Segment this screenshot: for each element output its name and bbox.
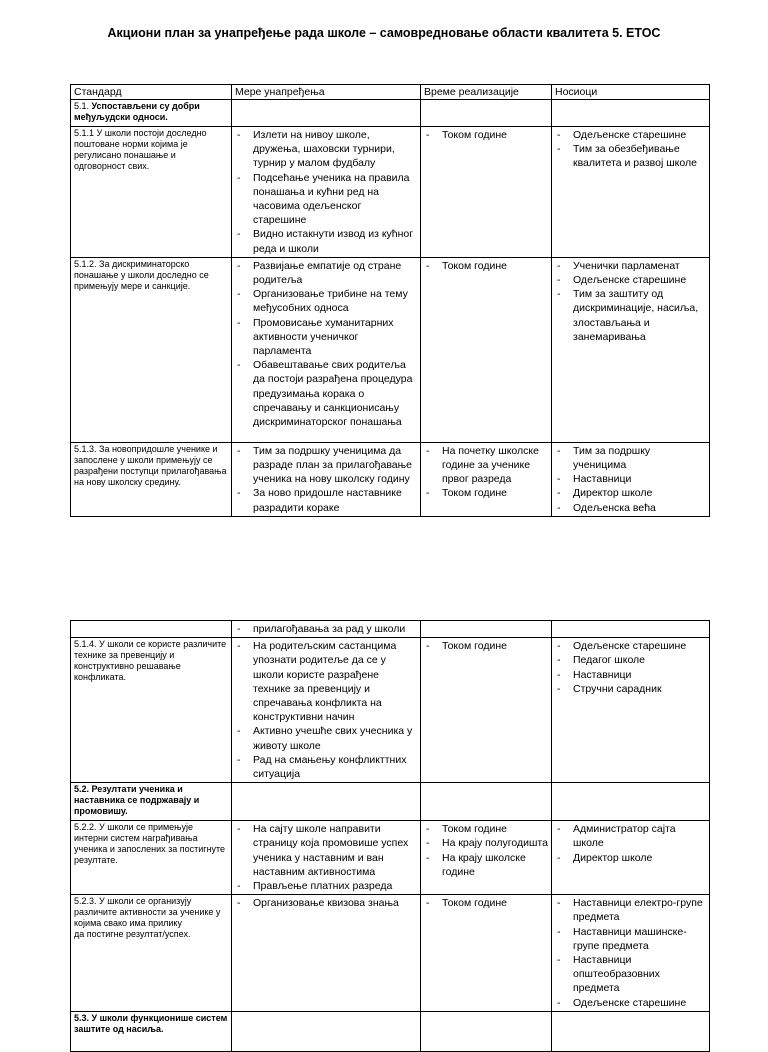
measure-item: - На родитељским састанцима упознати родитеље да се у школи користе разрађене технике за превенцију и спречавања конфликта на конструктивни начин: [235, 639, 417, 724]
carrier-item: - Тим за подршку ученицима: [555, 444, 706, 472]
time-item: - На крају школске године: [424, 851, 548, 879]
time-cell: [421, 442, 552, 516]
measures-cell: [232, 257, 421, 442]
standard-5-1-1: 5.1.1 У школи постоји доследно поштоване норми којима је регулисано понашање и одговорност свих.: [71, 127, 232, 258]
carrier-item: - Педагог школе: [555, 653, 706, 667]
action-plan-table-page-2: [70, 620, 710, 1052]
table-row: [71, 442, 710, 516]
action-plan-table-page-1: [70, 84, 710, 517]
measure-item: - Организовање трибине на тему међусобних односа: [235, 287, 417, 315]
section-5-1-title: [71, 100, 232, 127]
continuation-text: [232, 621, 421, 638]
document-title: Акциони план за унапређење рада школе – самовредновање области квалитета 5. ЕТОС: [107, 26, 661, 40]
time-item: - Током године: [424, 128, 548, 142]
carrier-item: - Ученички парламенат: [555, 259, 706, 273]
carrier-item: - Наставници машинске-групе предмета: [555, 925, 706, 953]
measure-item-continued: - прилагођавања за рад у школи: [235, 622, 417, 636]
standard-5-1-2: 5.1.2. За дискриминаторско понашање у школи доследно се примењују мере и санкције.: [71, 257, 232, 442]
measure-item: - На сајту школе направити страницу која промовише успех ученика у наставним и ван наставним активностима: [235, 822, 417, 879]
header-time: Време реализације: [421, 85, 552, 100]
measure-item: - Промовисање хуманитарних активности ученичког парламента: [235, 316, 417, 359]
header-carriers: Носиоци: [552, 85, 710, 100]
measure-item: - За ново придошле наставнике разрадити кораке: [235, 486, 417, 514]
standard-5-2-2: 5.2.2. У школи се примењује интерни систем награђивања ученика и запослених за постигнуте резултате.: [71, 821, 232, 895]
standard-5-1-3: 5.1.3. За новопридошле ученике и запослене у школи примењују се разрађени поступци прилагођавања на нову школску средину.: [71, 442, 232, 516]
carrier-item: - Тим за обезбеђивање квалитета и развој школе: [555, 142, 706, 170]
carrier-item: - Администратор сајта школе: [555, 822, 706, 850]
carrier-item: - Наставници: [555, 668, 706, 682]
time-item: - На крају полугодишта: [424, 836, 548, 850]
carrier-item: - Наставници: [555, 472, 706, 486]
carrier-item: - Директор школе: [555, 851, 706, 865]
standard-5-2-3: [71, 895, 232, 1012]
table-row: [71, 257, 710, 442]
time-cell: [421, 638, 552, 783]
time-cell: [421, 821, 552, 895]
section-row-5-2: [71, 783, 710, 821]
time-item: - Током године: [424, 259, 548, 273]
standard-5-2-3-line: 5.2.3. У школи се организују различите активности за ученике у којима свако има прилику: [74, 896, 221, 929]
header-standard: Стандард: [71, 85, 232, 100]
carriers-cell: [552, 821, 710, 895]
measures-cell: [232, 895, 421, 1012]
carrier-item: - Одељенске старешине: [555, 639, 706, 653]
section-row-5-1: [71, 100, 710, 127]
carrier-item: - Наставници електро-групе предмета: [555, 896, 706, 924]
section-5-2-title: 5.2. Резултати ученика и наставника се подржавају и промовишу.: [71, 783, 232, 821]
measures-cell: [232, 442, 421, 516]
measures-cell: [232, 638, 421, 783]
carriers-cell: [552, 638, 710, 783]
carrier-item: - Директор школе: [555, 486, 706, 500]
carriers-cell: [552, 895, 710, 1012]
measure-item: - Тим за подршку ученицима да разраде план за прилагођавање ученика на нову школску годину: [235, 444, 417, 487]
time-item: - Током године: [424, 486, 548, 500]
measure-item: - Подсећање ученика на правила понашања и кућни ред на часовима одељенског старешине: [235, 171, 417, 228]
carrier-item: - Одељенске старешине: [555, 996, 706, 1010]
carrier-item: - Одељенске старешине: [555, 128, 706, 142]
measure-item: - Излети на нивоу школе, дружења, шаховски турнири, турнир у малом фудбалу: [235, 128, 417, 171]
measure-item: - Организовање квизова знања: [235, 896, 417, 910]
section-5-3-title: 5.3. У школи функционише систем заштите од насиља.: [71, 1011, 232, 1051]
measure-item: - Прављење платних разреда: [235, 879, 417, 893]
section-5-1-prefix: 5.1.: [74, 101, 92, 111]
carrier-item: - Одељенске старешине: [555, 273, 706, 287]
table-row: [71, 821, 710, 895]
time-item: - Током године: [424, 896, 548, 910]
carrier-item: - Наставници општеобразовних предмета: [555, 953, 706, 996]
time-cell: [421, 127, 552, 258]
measures-cell: [232, 821, 421, 895]
table-row: [71, 638, 710, 783]
time-item: - Током године: [424, 639, 548, 653]
header-measures: Мере унапређења: [232, 85, 421, 100]
section-5-1-text: Успостављени су добри међуљудски односи.: [74, 101, 200, 122]
measure-item: - Видно истакнути извод из кућног реда и школи: [235, 227, 417, 255]
measures-cell: [232, 127, 421, 258]
time-cell: [421, 895, 552, 1012]
standard-5-1-4: 5.1.4. У школи се користе различите технике за превенцију и конструктивно решавање конфликата.: [71, 638, 232, 783]
carrier-item: - Стручни сарадник: [555, 682, 706, 696]
table-header-row: [71, 85, 710, 100]
carrier-item: - Тим за заштиту од дискриминације, насиља, злостављања и занемаривања: [555, 287, 706, 344]
table-row: [71, 895, 710, 1012]
continuation-row: [71, 621, 710, 638]
measure-item: - Активно учешће свих учесника у животу школе: [235, 724, 417, 752]
carriers-cell: [552, 257, 710, 442]
measure-item: - Развијање емпатије од стране родитеља: [235, 259, 417, 287]
carriers-cell: [552, 442, 710, 516]
measure-item: - Рад на смањењу конфликттних ситуација: [235, 753, 417, 781]
carriers-cell: [552, 127, 710, 258]
section-row-5-3: [71, 1011, 710, 1051]
measure-item: - Обавештавање свих родитеља да постоји разрађена процедура предузимања корака о спречавању и санкционисању дискриминаторског понашања: [235, 358, 417, 429]
table-row: [71, 127, 710, 258]
carrier-item: - Одељенска већа: [555, 501, 706, 515]
time-cell: [421, 257, 552, 442]
standard-5-2-3-line: да постигне резултат/успех.: [74, 929, 191, 940]
time-item: - На почетку школске године за ученике првог разреда: [424, 444, 548, 487]
time-item: - Током године: [424, 822, 548, 836]
